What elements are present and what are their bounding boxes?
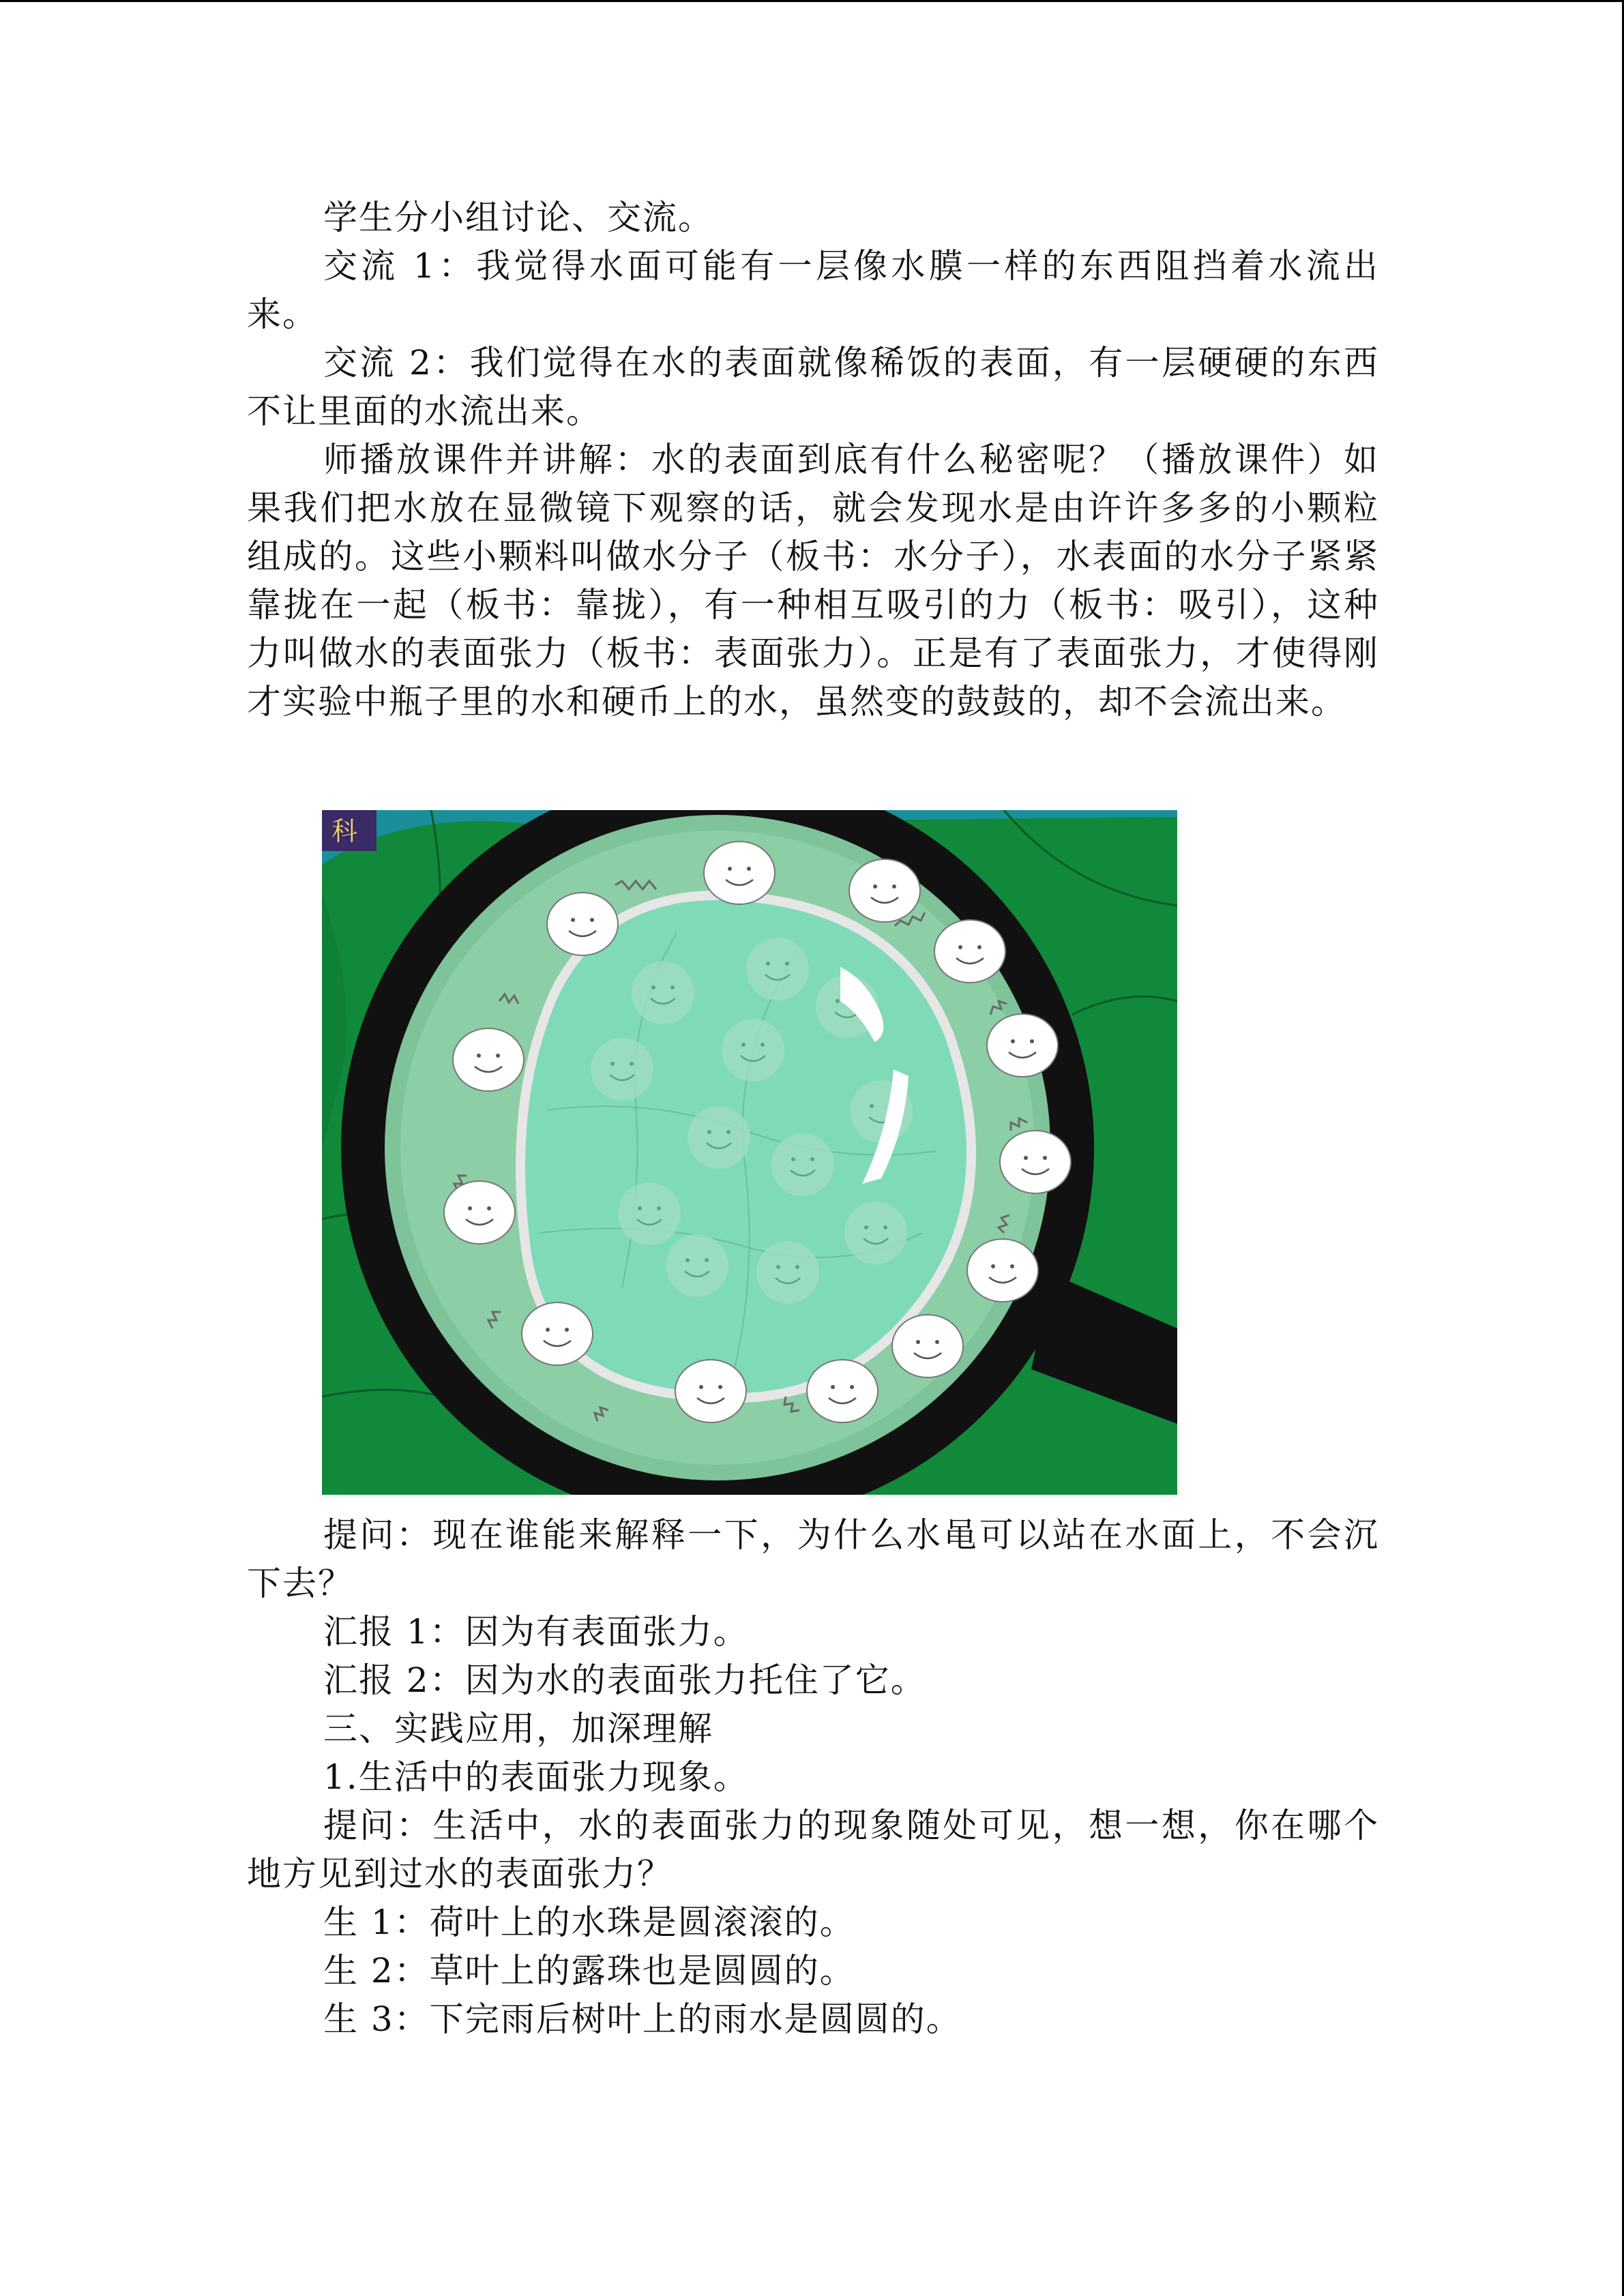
paragraph: 生 1：荷叶上的水珠是圆滚滚的。 [323, 1903, 855, 1942]
paragraph: 提问：现在谁能来解释一下，为什么水黾可以站在水面上，不会沉下去？ [247, 1515, 1379, 1603]
paragraph: 汇报 1：因为有表面张力。 [323, 1612, 749, 1652]
magnifier-illustration [322, 810, 1177, 1495]
page-top-border [0, 0, 1624, 2]
paragraph: 提问：生活中，水的表面张力的现象随处可见，想一想，你在哪个地方见到过水的表面张力？ [247, 1806, 1379, 1894]
logo-text: 科 [331, 816, 358, 846]
paragraph: 汇报 2：因为水的表面张力托住了它。 [323, 1660, 926, 1700]
paragraph: 学生分小组讨论、交流。 [323, 198, 713, 237]
paragraph: 生 2：草叶上的露珠也是圆圆的。 [323, 1951, 855, 1991]
paragraph: 交流 1：我觉得水面可能有一层像水膜一样的东西阻挡着水流出来。 [247, 246, 1379, 334]
paragraph: 师播放课件并讲解：水的表面到底有什么秘密呢？（播放课件）如果我们把水放在显微镜下观察的话，就会发现水是由许许多多的小颗粒组成的。这些小颗料叫做水分子（板书：水分子），水表面的水分子紧紧靠拢在一起（板书：靠拢），有一种相互吸引的力（板书：吸引），这种力叫做水的表面张力（板书：表面张力）。正是有了表面张力，才使得刚才实验中瓶子里的水和硬币上的水，虽然变的鼓鼓的，却不会流出来。 [247, 440, 1379, 721]
text-block-top [247, 194, 1379, 726]
paragraph: 三、实践应用，加深理解 [323, 1709, 713, 1748]
paragraph: 交流 2：我们觉得在水的表面就像稀饭的表面，有一层硬硬的东西不让里面的水流出来。 [247, 343, 1379, 431]
text-block-bottom [247, 1511, 1379, 2044]
paragraph: 1.生活中的表面张力现象。 [323, 1757, 749, 1797]
paragraph: 生 3：下完雨后树叶上的雨水是圆圆的。 [323, 1999, 962, 2039]
